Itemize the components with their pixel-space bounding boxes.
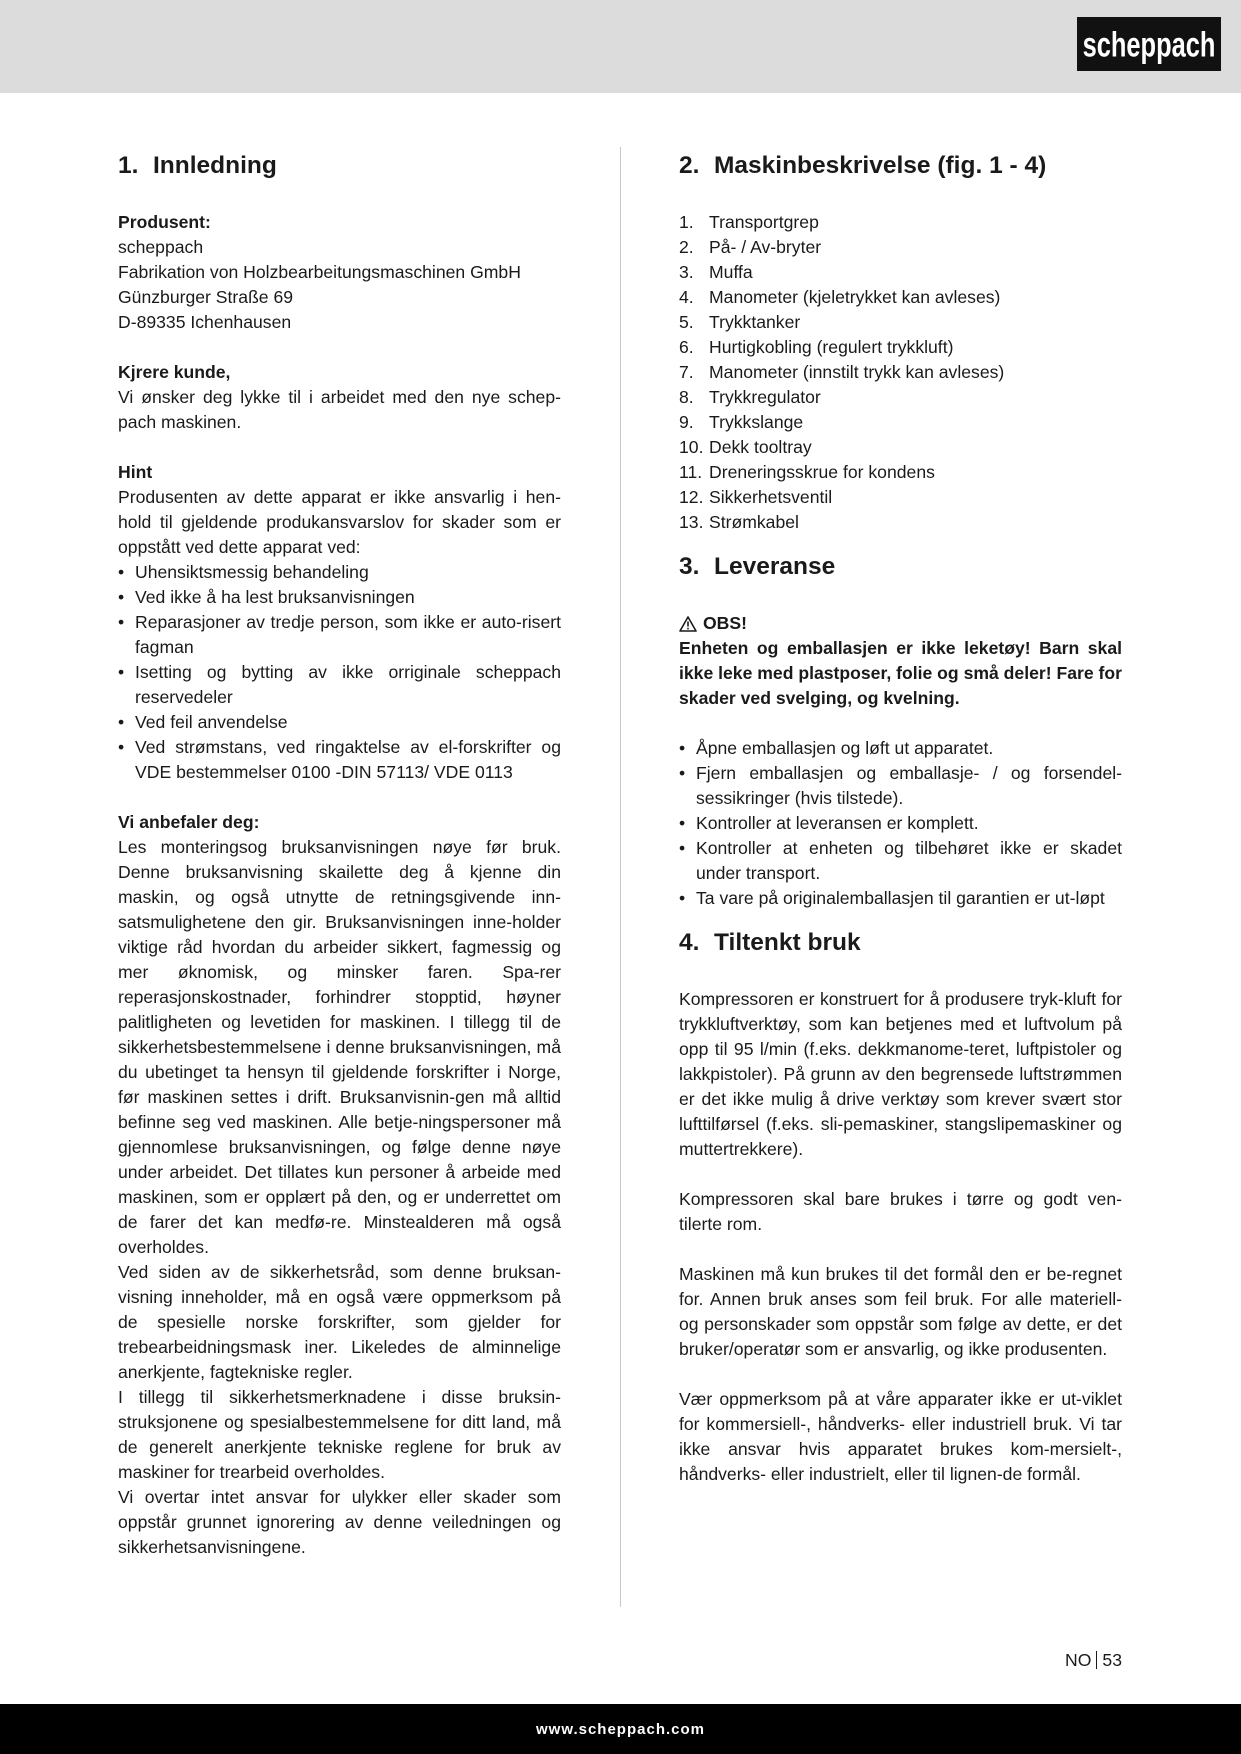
recommend-paragraph: Les monteringsog bruksanvisningen nøye før bruk. Denne bruksanvisning skailette deg å kjenne din maskin, og også utnytte de retningsgivende inn-satsmulighetene den gir. Bruksanvisningen inne-holder viktige råd hvordan du arbeider sikkert, fagmessig og mer øknomisk, og minsker faren. Spa-rer reperasjonskostnader, forhindrer stopptid, høyner palitligheten og levetiden for maskinen. I tillegg til de sikkerhetsbestemmelsene i denne bruksanvisningen, må du ubetinget ta hensyn til gjeldende forskrifter i Norge, før maskinen settes i drift. Bruksanvisnin-gen må alltid befinne seg ved maskinen. Alle betje-ningspersoner må gjennomlese bruksanvisningen, og følge denne nøye under arbeidet. Det tillates kun personer å arbeide med maskinen, som er opplært på den, og er underrettet om de farer det kan medfø-re. Minstealderen må også overholdes. xyxy=(118,837,561,1257)
list-item xyxy=(679,460,1122,485)
item-text: Sikkerhetsventil xyxy=(709,487,833,507)
list-item: • Uhensiktsmessig behandeling xyxy=(118,560,561,585)
item-text: Dekk tooltray xyxy=(709,437,812,457)
warning-icon xyxy=(679,616,697,632)
list-item: • Isetting og bytting av ikke orriginale scheppach reservedeler xyxy=(118,660,561,710)
item-text: Transportgrep xyxy=(709,212,819,232)
producer-label: Produsent: xyxy=(118,212,211,232)
item-number: 9. xyxy=(679,412,694,432)
item-text: Dreneringsskrue for kondens xyxy=(709,462,935,482)
item-text: Hurtigkobling (regulert trykkluft) xyxy=(709,337,954,357)
list-item xyxy=(679,335,1122,360)
item-text: På- / Av-bryter xyxy=(709,237,822,257)
recommend-paragraph: Ved siden av de sikkerhetsråd, som denne bruksan-visning inneholder, må en også være oppmerksom på de spesielle norske forskrifter, som gjelder for trebearbeidningsmask iner. Likeledes de alminnelige anerkjente, fagtekniske regler. xyxy=(118,1262,561,1382)
list-item xyxy=(679,235,1122,260)
item-number: 2. xyxy=(679,237,694,257)
list-item: • Ved ikke å ha lest bruksanvisningen xyxy=(118,585,561,610)
use-paragraph: Vær oppmerksom på at våre apparater ikke er ut-viklet for kommersiell-, håndverks- eller industriell bruk. Vi tar ikke ansvar hvis apparatet brukes kom-mersielt-, håndverks- eller industrielt, eller til lignen-de formål. xyxy=(679,1389,1122,1484)
page-number-value: 53 xyxy=(1102,1650,1122,1670)
item-number: 10. xyxy=(679,437,704,457)
recommend-label: Vi anbefaler deg: xyxy=(118,812,260,832)
section-number: 2. xyxy=(679,152,700,179)
hint-list xyxy=(118,560,561,785)
list-item: • Kontroller at enheten og tilbehøret ikke er skadet under transport. xyxy=(679,836,1122,886)
recommend-paragraph: Vi overtar intet ansvar for ulykker eller skader som oppstår grunnet ignorering av denne veiledningen og sikkerhetsanvisningene. xyxy=(118,1487,561,1557)
item-number: 3. xyxy=(679,262,694,282)
item-text: Trykkslange xyxy=(709,412,804,432)
item-number: 7. xyxy=(679,362,694,382)
scheppach-logo xyxy=(1077,17,1221,71)
section-heading-intended-use xyxy=(679,927,1122,959)
producer-line: scheppach xyxy=(118,237,204,257)
list-item xyxy=(679,435,1122,460)
section-number: 3. xyxy=(679,553,700,580)
item-text: Manometer (innstilt trykk kan avleses) xyxy=(709,362,1005,382)
item-text: Trykktanker xyxy=(709,312,801,332)
obs-text: Enheten og emballasjen er ikke leketøy! Barn skal ikke leke med plastposer, folie og små deler! Fare for skader ved svelging, og kvelning. xyxy=(679,638,1122,708)
item-number: 1. xyxy=(679,212,694,232)
page-number xyxy=(1065,1650,1122,1671)
list-item: • Fjern emballasjen og emballasje- / og forsendel-sessikringer (hvis tilstede). xyxy=(679,761,1122,811)
item-number: 6. xyxy=(679,337,694,357)
list-item: • Ta vare på originalemballasjen til garantien er ut-løpt xyxy=(679,886,1122,911)
list-item xyxy=(679,385,1122,410)
page-header xyxy=(0,0,1241,93)
logo-wordmark xyxy=(1080,20,1218,68)
item-text: Trykkregulator xyxy=(709,387,821,407)
right-column xyxy=(679,150,1122,1487)
section-number: 4. xyxy=(679,929,700,956)
item-text: Strømkabel xyxy=(709,512,799,532)
parts-list xyxy=(679,210,1122,535)
producer-line: D-89335 Ichenhausen xyxy=(118,312,292,332)
recommend-paragraph: I tillegg til sikkerhetsmerknadene i disse bruksin-struksjonene og spesialbestemmelsene for ditt land, må de generelt anerkjente tekniske reglene for bruk av maskiner for trearbeid overholdes. xyxy=(118,1387,561,1482)
use-paragraph: Kompressoren er konstruert for å produsere tryk-kluft for trykkluftverktøy, som kan betjenes med et luftvolum på opp til 95 l/min (f.eks. dekkmanome-teret, luftpistoler og lakkpistoler). På grunn av den begrensede luftstrømmen er det ikke mulig å drive verktøy som krever svært stor lufttilførsel (f.eks. sli-pemaskiner, stangslipemaskiner og muttertrekkere). xyxy=(679,989,1122,1159)
list-item: • Ved feil anvendelse xyxy=(118,710,561,735)
list-item xyxy=(679,310,1122,335)
list-item: • Ved strømstans, ved ringaktelse av el-forskrifter og VDE bestemmelser 0100 -DIN 57113/ VDE 0113 xyxy=(118,735,561,785)
hint-text: Produsenten av dette apparat er ikke ansvarlig i hen-hold til gjeldende produkansvarslov for skader som er oppstått ved dette apparat ved: xyxy=(118,487,561,557)
list-item xyxy=(679,510,1122,535)
use-paragraph: Kompressoren skal bare brukes i tørre og godt ven-tilerte rom. xyxy=(679,1189,1122,1234)
item-number: 13. xyxy=(679,512,704,532)
page-footer xyxy=(0,1704,1241,1754)
list-item xyxy=(679,210,1122,235)
obs-label: OBS! xyxy=(703,613,747,633)
list-item xyxy=(679,360,1122,385)
item-number: 5. xyxy=(679,312,694,332)
item-number: 8. xyxy=(679,387,694,407)
item-number: 12. xyxy=(679,487,704,507)
item-number: 11. xyxy=(679,462,703,482)
svg-text:scheppach: scheppach xyxy=(1082,24,1216,65)
delivery-list xyxy=(679,736,1122,911)
column-divider xyxy=(620,147,621,1607)
producer-line: Günzburger Straße 69 xyxy=(118,287,294,307)
item-text: Manometer (kjeletrykket kan avleses) xyxy=(709,287,1001,307)
section-title: Tiltenkt bruk xyxy=(714,929,861,956)
footer-url[interactable]: www.scheppach.com xyxy=(536,1720,705,1738)
page-language: NO xyxy=(1065,1650,1092,1670)
list-item: • Reparasjoner av tredje person, som ikke er auto-risert fagman xyxy=(118,610,561,660)
item-text: Muffa xyxy=(709,262,753,282)
list-item: • Kontroller at leveransen er komplett. xyxy=(679,811,1122,836)
section-heading-introduction xyxy=(118,150,561,182)
left-column xyxy=(118,150,561,1560)
item-number: 4. xyxy=(679,287,694,307)
list-item: • Åpne emballasjen og løft ut apparatet. xyxy=(679,736,1122,761)
list-item xyxy=(679,285,1122,310)
list-item xyxy=(679,260,1122,285)
list-item xyxy=(679,485,1122,510)
producer-line: Fabrikation von Holzbearbeitungsmaschinen GmbH xyxy=(118,262,521,282)
section-title: Leveranse xyxy=(714,553,836,580)
section-number: 1. xyxy=(118,152,139,179)
dear-customer-text: Vi ønsker deg lykke til i arbeidet med den nye schep-pach maskinen. xyxy=(118,387,561,432)
section-heading-machine-description xyxy=(679,150,1122,182)
use-paragraph: Maskinen må kun brukes til det formål den er be-regnet for. Annen bruk anses som feil bruk. For alle materiell- og personskader som oppstår som følge av dette, er det bruker/operatør som er ansvarlig, og ikke produsenten. xyxy=(679,1264,1122,1359)
hint-label: Hint xyxy=(118,462,153,482)
section-heading-delivery xyxy=(679,551,1122,583)
section-title: Innledning xyxy=(153,152,277,179)
dear-customer-label: Kjrere kunde, xyxy=(118,362,231,382)
list-item xyxy=(679,410,1122,435)
section-title: Maskinbeskrivelse (fig. 1 - 4) xyxy=(714,152,1047,179)
obs-heading xyxy=(679,611,1122,636)
